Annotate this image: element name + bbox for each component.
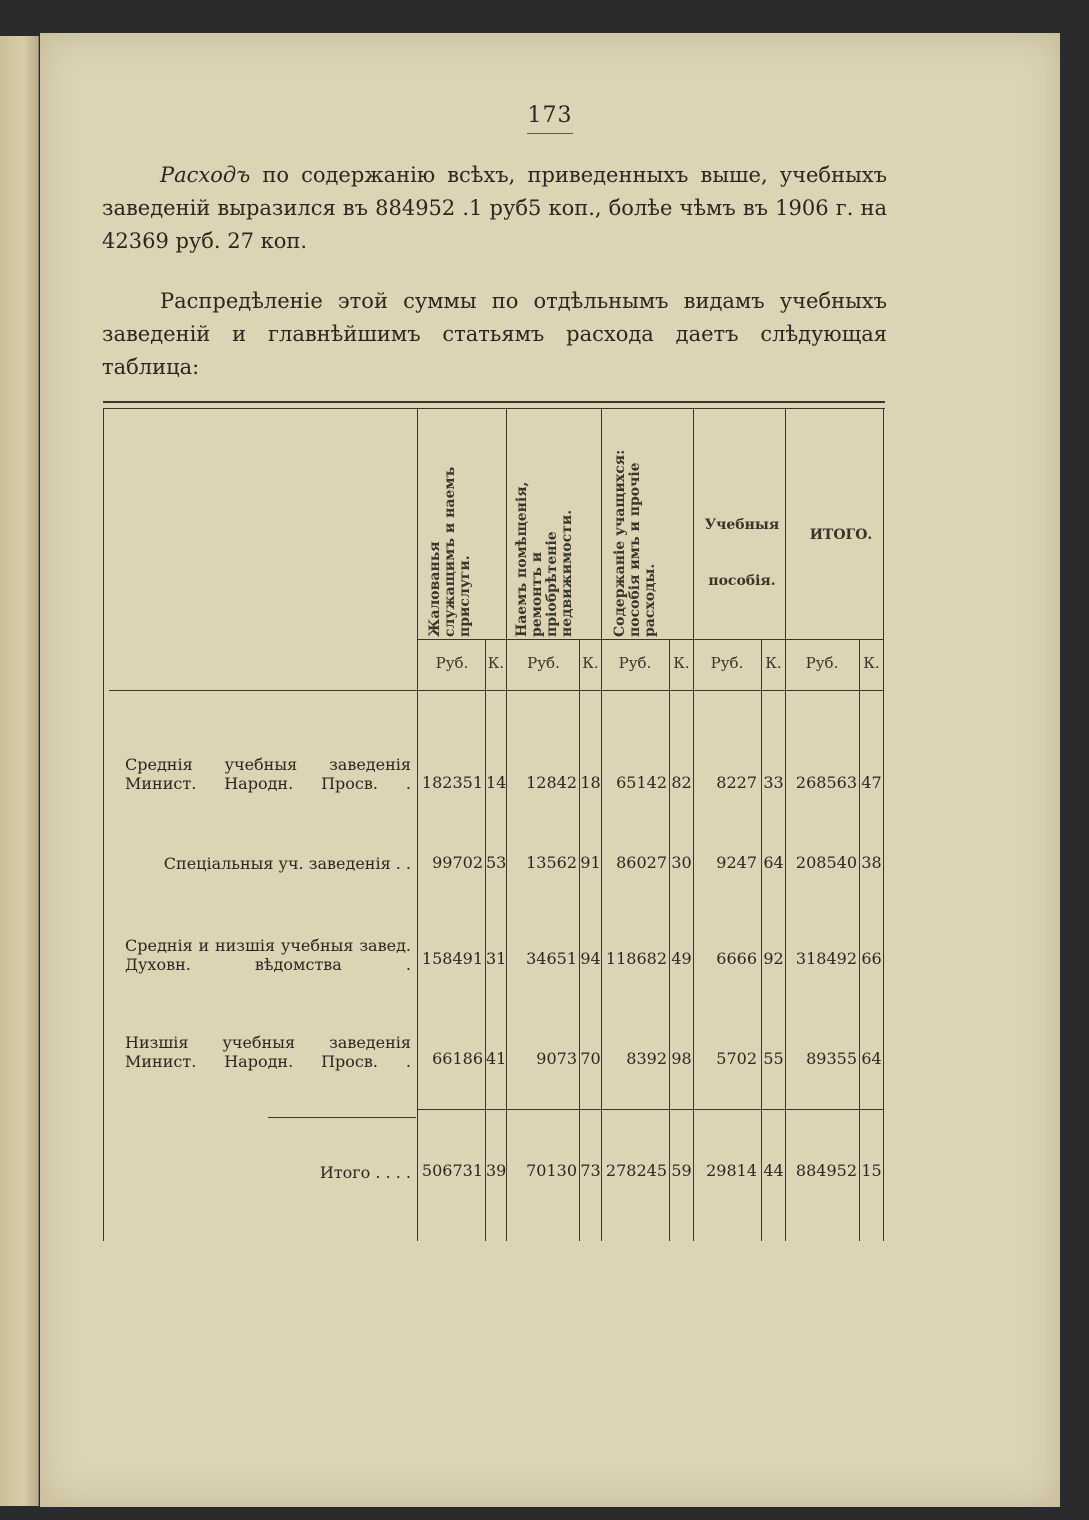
unit-rub-label: Руб. (710, 654, 744, 672)
cell-kop: 53 (486, 853, 507, 872)
unit-rub-label: Руб. (527, 654, 560, 672)
cell-rub: 9073 (536, 1049, 577, 1068)
unit-kop-label: К. (487, 654, 505, 672)
total-cell-rub: 884952 (795, 1161, 857, 1180)
cell-rub: 66186 (432, 1049, 483, 1068)
cell-rub: 182351 (421, 773, 483, 792)
cell-kop: 18 (580, 773, 601, 792)
paragraph-text: по содержанію всѣхъ, приведенныхъ выше, учебныхъ заведеній выразился въ 884952 .1 руб5 коп., болѣе чѣмъ въ 1906 г. на 42369 руб. 27 коп. (102, 163, 887, 253)
column-divider (693, 409, 694, 1241)
total-label: Итого . . . . (319, 1163, 411, 1182)
table-top-rule-inner (103, 408, 885, 409)
cell-rub: 268563 (795, 773, 857, 792)
unit-kop-label: К. (673, 654, 690, 672)
cell-kop: 41 (486, 1049, 507, 1068)
cell-rub: 5702 (716, 1049, 757, 1068)
cell-kop: 64 (763, 853, 784, 872)
cell-rub: 6666 (716, 949, 757, 968)
unit-rub-label: Руб. (618, 654, 652, 672)
cell-rub: 9247 (716, 853, 757, 872)
cell-kop: 49 (671, 949, 692, 968)
row-label: Низшія учебныя заведенія Минист. Народн. Просв. . (125, 1033, 411, 1071)
cell-rub: 158491 (421, 949, 483, 968)
row-label: Среднія учебныя заведенія Минист. Народн. Просв. . (125, 755, 411, 793)
unit-kop-label: К. (765, 654, 782, 672)
cell-kop: 14 (486, 773, 507, 792)
cell-rub: 208540 (795, 853, 857, 872)
kopek-divider (859, 639, 860, 1241)
total-cell-rub: 506731 (421, 1161, 483, 1180)
cell-kop: 70 (580, 1049, 601, 1068)
cell-rub: 86027 (616, 853, 667, 872)
cell-rub: 12842 (526, 773, 577, 792)
total-cell-kop: 39 (486, 1161, 507, 1180)
cell-kop: 47 (861, 773, 882, 792)
cell-kop: 64 (861, 1049, 882, 1068)
cell-kop: 92 (763, 949, 784, 968)
column-header-salaries: Жалованья служащимъ и наемъ прислуги. (427, 466, 473, 637)
column-divider (601, 409, 602, 1241)
units-rule (109, 690, 883, 691)
cell-kop: 33 (763, 773, 784, 792)
total-cell-kop: 44 (763, 1161, 784, 1180)
page-number: 173 (527, 103, 573, 128)
column-divider (417, 409, 418, 1241)
paragraph-distribution (102, 285, 887, 384)
cell-rub: 118682 (605, 949, 667, 968)
kopek-divider (761, 639, 762, 1241)
total-rule (268, 1117, 416, 1118)
cell-rub: 13562 (526, 853, 577, 872)
table-top-rule (103, 401, 885, 403)
unit-rub-label: Руб. (805, 654, 839, 672)
cell-rub: 318492 (795, 949, 857, 968)
kopek-divider (579, 639, 580, 1241)
cell-rub: 89355 (806, 1049, 857, 1068)
column-header-premises: Наемъ помѣщенія, ремонтъ и пріобрѣтеніе недвижимости. (514, 481, 575, 637)
total-cell-kop: 59 (671, 1161, 692, 1180)
unit-kop-label: К. (863, 654, 880, 672)
cell-kop: 94 (580, 949, 601, 968)
cell-rub: 8227 (716, 773, 757, 792)
row-label: Среднія и низшія учебныя завед. Духовн. вѣдомства . (125, 936, 411, 974)
paragraph-lead-word: Расходъ (160, 163, 251, 187)
cell-rub: 8392 (626, 1049, 667, 1068)
cell-kop: 30 (671, 853, 692, 872)
paragraph-text: Распредѣленіе этой суммы по отдѣльнымъ видамъ учебныхъ заведеній и главнѣйшимъ статьямъ расхода даетъ слѣдующая таблица: (102, 289, 887, 379)
expense-table (103, 401, 889, 1241)
total-cell-rub: 278245 (605, 1161, 667, 1180)
facing-page-edge (0, 36, 39, 1506)
cell-rub: 99702 (432, 853, 483, 872)
kopek-divider (669, 639, 670, 1241)
column-divider (785, 409, 786, 1241)
column-header-total: ИТОГО. (809, 527, 873, 543)
row-label: Спеціальныя уч. заведенія . . (163, 854, 411, 873)
total-cell-kop: 15 (861, 1161, 882, 1180)
total-cell-rub: 29814 (706, 1161, 757, 1180)
cell-kop: 91 (580, 853, 601, 872)
table-left-border (103, 409, 104, 1241)
column-header-teaching-aids: Учебныя пособія. (704, 517, 780, 589)
cell-rub: 34651 (526, 949, 577, 968)
unit-kop-label: К. (582, 654, 599, 672)
page-number-ornament (527, 133, 573, 134)
total-rule (417, 1109, 883, 1110)
cell-kop: 38 (861, 853, 882, 872)
cell-kop: 31 (486, 949, 507, 968)
total-cell-rub: 70130 (526, 1161, 577, 1180)
total-cell-kop: 73 (580, 1161, 601, 1180)
kopek-divider (485, 639, 486, 1241)
column-divider (506, 409, 507, 1241)
cell-rub: 65142 (616, 773, 667, 792)
column-header-students: Содержаніе учащихся: пособія имъ и прочіе расходы. (612, 449, 658, 637)
unit-rub-label: Руб. (435, 654, 469, 672)
table-right-border (883, 409, 884, 1241)
header-rule (417, 639, 883, 640)
cell-kop: 66 (861, 949, 882, 968)
cell-kop: 82 (671, 773, 692, 792)
book-page (40, 33, 1060, 1507)
paragraph-expenses (102, 159, 887, 258)
cell-kop: 98 (671, 1049, 692, 1068)
cell-kop: 55 (763, 1049, 784, 1068)
